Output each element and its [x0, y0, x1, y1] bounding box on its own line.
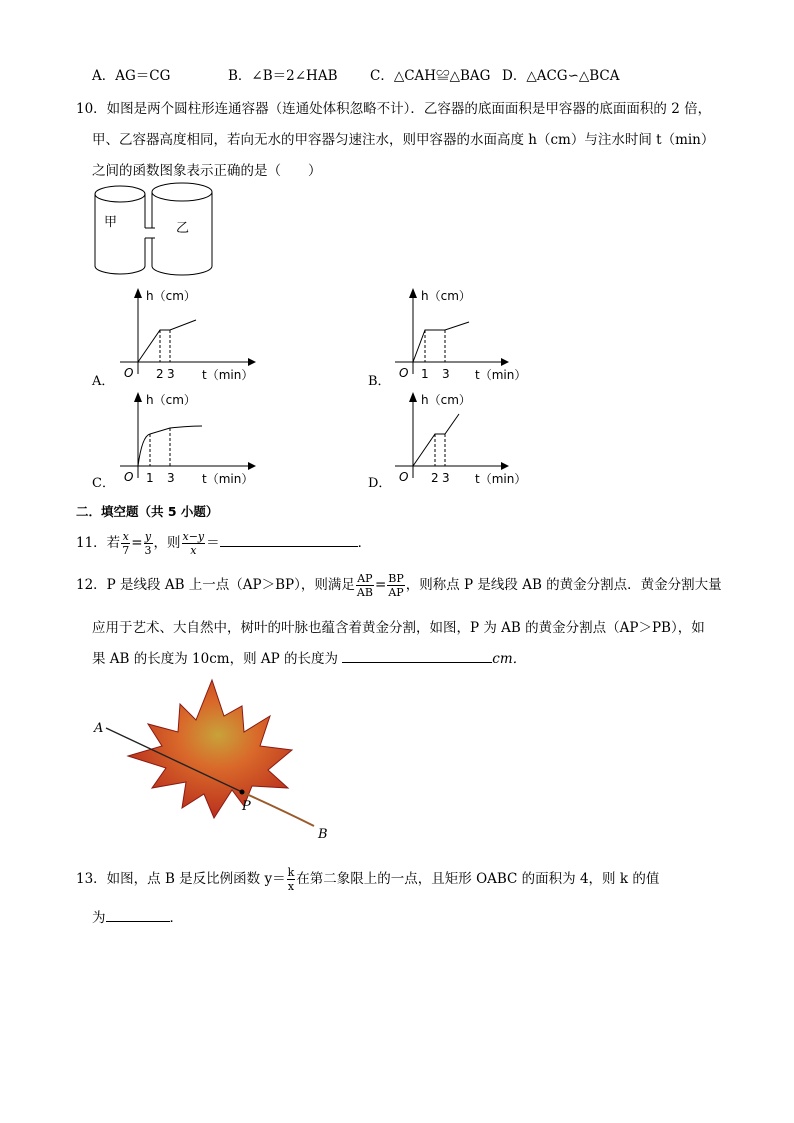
t-axis-label: t（min）: [475, 472, 527, 486]
graph-option-a[interactable]: [110, 286, 260, 386]
q10-option-c-label[interactable]: C．: [92, 476, 115, 491]
q9-option-b: B．∠B＝2∠HAB: [228, 68, 338, 84]
tick-label-2: 3: [167, 367, 175, 381]
q13-fraction-k-over-x: $\frac{k}{x}$: [287, 866, 295, 893]
q13-line2: [92, 906, 183, 926]
origin-label: O: [399, 470, 409, 484]
q12-line3: [92, 647, 526, 667]
q12-unit: cm．: [492, 651, 527, 667]
t-axis-label: t（min）: [202, 368, 254, 382]
q11-suffix: ＝: [206, 535, 220, 551]
graph-option-d[interactable]: [385, 390, 535, 490]
q13-text-c: 为: [92, 910, 106, 926]
q13-end: ．: [169, 910, 183, 926]
q10-option-b-label[interactable]: B．: [368, 374, 391, 389]
q12-answer-blank[interactable]: [342, 662, 492, 663]
q12-text-a: 12．P 是线段 AB 上一点（AP＞BP），则满足: [76, 577, 355, 593]
q10-text-line1: 10．如图是两个圆柱形连通容器（连通处体积忽略不计）．乙容器的底面面积是甲容器的底面面积的 2 倍，: [76, 101, 712, 117]
q9-option-a: A．AG＝CG: [92, 68, 171, 84]
q12-fraction-bp-over-ap: $\frac{BP}{AP}$: [388, 572, 404, 599]
tick-label-1: 1: [146, 471, 154, 485]
connected-containers-figure: [90, 180, 220, 280]
tick-label-2: 3: [167, 471, 175, 485]
maple-leaf-figure: [92, 676, 342, 846]
point-a-label: A: [94, 721, 104, 736]
point-p-label: P: [242, 799, 251, 814]
h-axis-label: h（cm）: [421, 393, 471, 407]
q13-text-b: 在第二象限上的一点，且矩形 OABC 的面积为 4，则 k 的值: [296, 871, 660, 887]
graph-option-b[interactable]: [385, 286, 535, 386]
q12-fraction-ap-over-ab: $\frac{AP}{AB}$: [356, 572, 373, 599]
tick-label-2: 3: [442, 367, 450, 381]
q13-line1: [76, 866, 659, 893]
origin-label: O: [124, 366, 134, 380]
q12-line2: 应用于艺术、大自然中，树叶的叶脉也蕴含着黄金分割，如图，P 为 AB 的黄金分割点（AP＞PB），如: [92, 620, 705, 636]
container-label-yi: 乙: [176, 221, 190, 236]
q10-text-line2: 甲、乙容器高度相同，若向无水的甲容器匀速注水，则甲容器的水面高度 h（cm）与注水时间 t（min）: [92, 132, 715, 148]
h-axis-label: h（cm）: [146, 289, 196, 303]
tick-label-2: 3: [442, 471, 450, 485]
h-axis-label: h（cm）: [421, 289, 471, 303]
q13-answer-blank[interactable]: [106, 921, 170, 922]
q11-fraction-xmy-over-x: $\frac{x-y}{x}$: [182, 530, 205, 557]
q11-prefix: 11．若: [76, 535, 121, 551]
q11-end: ．: [357, 535, 372, 551]
graph-option-c[interactable]: [110, 390, 260, 490]
h-axis-label: h（cm）: [146, 393, 196, 407]
q9-option-d: D．△ACG∽△BCA: [502, 68, 620, 84]
origin-label: O: [124, 470, 134, 484]
q10-option-a-label[interactable]: A．: [92, 374, 115, 389]
q12-text-b: ，则称点 P 是线段 AB 的黄金分割点．黄金分割大量: [405, 577, 722, 593]
t-axis-label: t（min）: [475, 368, 527, 382]
q12-text-c: 果 AB 的长度为 10cm，则 AP 的长度为: [92, 651, 338, 667]
q11-line: [76, 530, 371, 557]
q9-option-c: C．△CAH≌△BAG: [370, 68, 491, 84]
q11-mid: ，则: [153, 535, 181, 551]
container-label-jia: 甲: [104, 215, 118, 230]
origin-label: O: [399, 366, 409, 380]
q10-option-d-label[interactable]: D．: [368, 476, 392, 491]
q12-line1: [76, 572, 722, 599]
section-heading-fill-blank: 二．填空题（共 5 小题）: [76, 504, 219, 519]
tick-label-1: 2: [431, 471, 439, 485]
tick-label-1: 1: [421, 367, 429, 381]
q12-eq: =: [374, 577, 387, 593]
t-axis-label: t（min）: [202, 472, 254, 486]
point-b-label: B: [318, 827, 328, 842]
tick-label-1: 2: [156, 367, 164, 381]
q11-fraction-y-over-3: $\frac{y}{3}$: [144, 530, 152, 557]
q10-text-line3: 之间的函数图象表示正确的是（ ）: [92, 163, 322, 179]
q13-text-a: 13．如图，点 B 是反比例函数 y＝: [76, 871, 286, 887]
q11-eq: =: [131, 535, 143, 551]
q11-answer-blank[interactable]: [220, 546, 358, 547]
q11-fraction-x-over-7: $\frac{x}{7}$: [122, 530, 130, 557]
